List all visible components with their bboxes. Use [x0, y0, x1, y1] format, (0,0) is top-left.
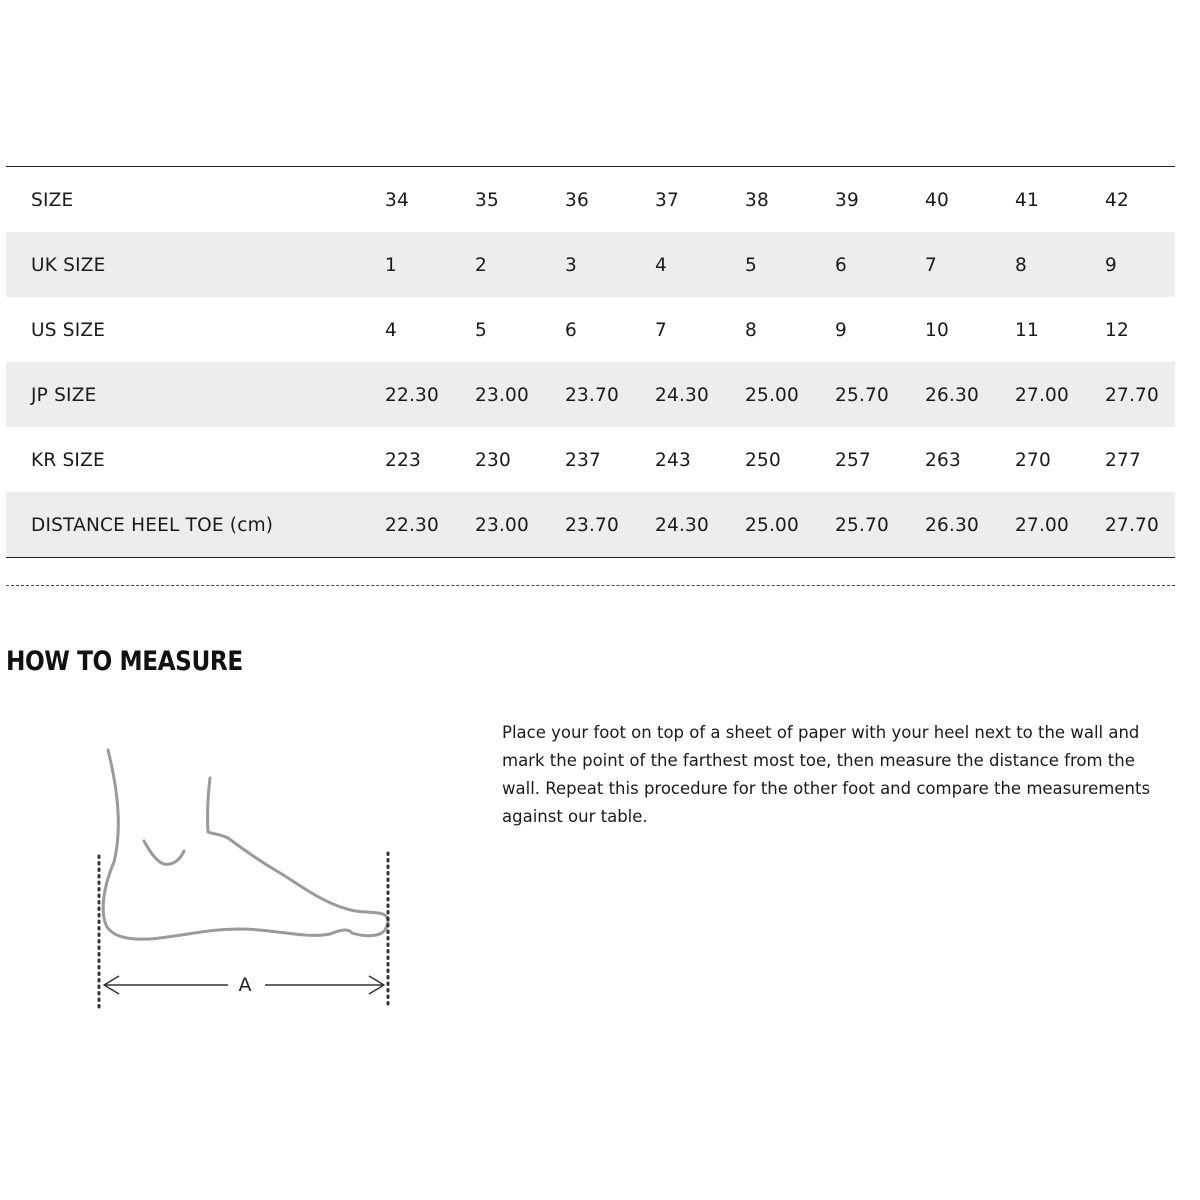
row-label: DISTANCE HEEL TOE (cm) — [31, 515, 274, 536]
size-row-uk — [6, 232, 1175, 297]
table-cell: 230 — [475, 450, 511, 471]
row-label: US SIZE — [31, 320, 106, 341]
table-cell: 23.70 — [565, 385, 619, 406]
row-label: SIZE — [31, 190, 74, 211]
size-row-kr — [6, 427, 1175, 492]
size-row-heel-toe — [6, 492, 1175, 557]
foot-measurement-icon — [0, 700, 420, 1030]
table-cell: 24.30 — [655, 385, 709, 406]
table-cell: 38 — [745, 190, 769, 211]
table-cell: 22.30 — [385, 385, 439, 406]
table-cell: 23.00 — [475, 515, 529, 536]
table-cell: 9 — [835, 320, 847, 341]
table-cell: 25.00 — [745, 385, 799, 406]
table-cell: 26.30 — [925, 515, 979, 536]
table-cell: 223 — [385, 450, 421, 471]
table-cell: 27.00 — [1015, 385, 1069, 406]
table-cell: 7 — [925, 255, 937, 276]
table-cell: 4 — [655, 255, 667, 276]
row-label: KR SIZE — [31, 450, 105, 471]
size-table — [6, 166, 1175, 558]
table-cell: 26.30 — [925, 385, 979, 406]
table-cell: 11 — [1015, 320, 1039, 341]
row-label: UK SIZE — [31, 255, 106, 276]
table-cell: 1 — [385, 255, 397, 276]
table-cell: 250 — [745, 450, 781, 471]
measure-instructions: Place your foot on top of a sheet of paper with your heel next to the wall and mark the point of the farthest most toe, then measure the distance from the wall. Repeat this procedure for the other foot and compare the measurements against our table. — [502, 723, 1151, 826]
table-cell: 8 — [745, 320, 757, 341]
size-row-us — [6, 297, 1175, 362]
table-cell: 42 — [1105, 190, 1129, 211]
table-cell: 6 — [835, 255, 847, 276]
table-cell: 6 — [565, 320, 577, 341]
table-cell: 27.00 — [1015, 515, 1069, 536]
table-cell: 25.00 — [745, 515, 799, 536]
table-cell: 263 — [925, 450, 961, 471]
table-cell: 257 — [835, 450, 871, 471]
table-cell: 8 — [1015, 255, 1027, 276]
row-label: JP SIZE — [31, 385, 97, 406]
foot-outline — [103, 750, 388, 939]
table-cell: 5 — [745, 255, 757, 276]
table-cell: 9 — [1105, 255, 1117, 276]
table-cell: 12 — [1105, 320, 1129, 341]
table-cell: 27.70 — [1105, 515, 1159, 536]
table-cell: 36 — [565, 190, 589, 211]
table-cell: 237 — [565, 450, 601, 471]
dashed-divider — [6, 585, 1175, 586]
table-cell: 25.70 — [835, 515, 889, 536]
table-cell: 27.70 — [1105, 385, 1159, 406]
table-cell: 270 — [1015, 450, 1051, 471]
size-row-eu — [6, 167, 1175, 232]
table-cell: 40 — [925, 190, 949, 211]
table-cell: 34 — [385, 190, 409, 211]
table-cell: 23.70 — [565, 515, 619, 536]
how-to-measure-title: HOW TO MEASURE — [6, 646, 243, 677]
table-cell: 35 — [475, 190, 499, 211]
table-cell: 22.30 — [385, 515, 439, 536]
table-cell: 277 — [1105, 450, 1141, 471]
table-cell: 243 — [655, 450, 691, 471]
size-row-jp — [6, 362, 1175, 427]
measure-label: A — [238, 974, 252, 996]
table-cell: 24.30 — [655, 515, 709, 536]
table-cell: 4 — [385, 320, 397, 341]
table-cell: 41 — [1015, 190, 1039, 211]
table-cell: 10 — [925, 320, 949, 341]
table-cell: 7 — [655, 320, 667, 341]
table-cell: 25.70 — [835, 385, 889, 406]
table-cell: 39 — [835, 190, 859, 211]
table-cell: 5 — [475, 320, 487, 341]
table-cell: 3 — [565, 255, 577, 276]
table-cell: 23.00 — [475, 385, 529, 406]
table-cell: 2 — [475, 255, 487, 276]
table-cell: 37 — [655, 190, 679, 211]
